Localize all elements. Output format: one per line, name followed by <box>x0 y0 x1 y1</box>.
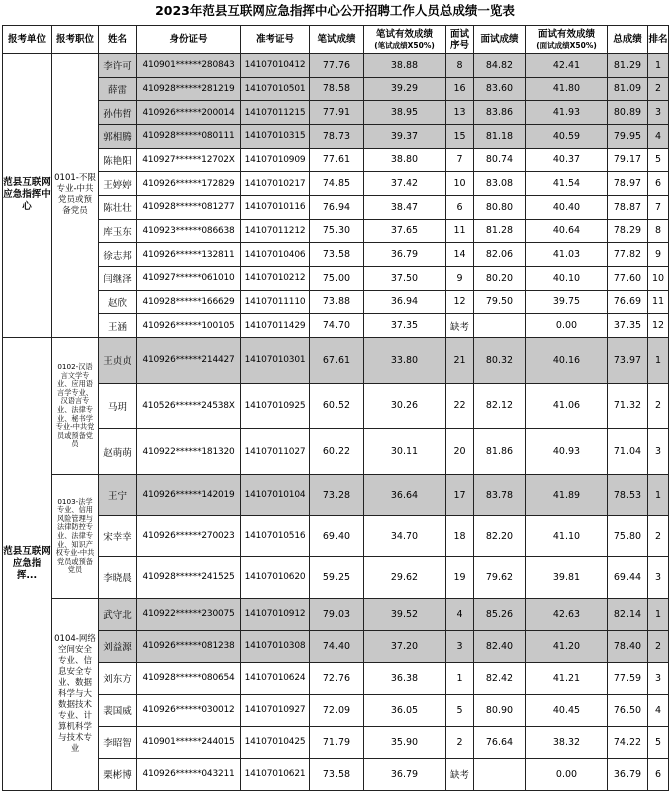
written-score-cell: 72.76 <box>310 662 364 694</box>
id-number-cell: 410926******172829 <box>137 172 241 196</box>
interview-score-cell: 79.50 <box>474 290 526 314</box>
candidate-name-cell: 薛雷 <box>99 77 137 101</box>
id-number-cell: 410926******043211 <box>137 758 241 790</box>
header-interview: 面试成绩 <box>474 26 526 54</box>
interview-order-cell: 18 <box>446 516 474 557</box>
table-row <box>3 314 669 338</box>
ticket-number-cell: 14107010301 <box>241 337 310 383</box>
total-score-cell: 37.35 <box>608 314 648 338</box>
written-effective-cell: 35.90 <box>364 726 446 758</box>
written-effective-cell: 37.20 <box>364 630 446 662</box>
ticket-number-cell: 14107011215 <box>241 101 310 125</box>
table-row <box>3 54 669 78</box>
ticket-number-cell: 14107011027 <box>241 429 310 475</box>
interview-order-cell: 缺考 <box>446 758 474 790</box>
id-number-cell: 410526******24538X <box>137 383 241 429</box>
candidate-name-cell: 刘东方 <box>99 662 137 694</box>
interview-order-cell: 2 <box>446 726 474 758</box>
score-table <box>2 25 669 791</box>
written-effective-cell: 37.42 <box>364 172 446 196</box>
interview-order-cell: 14 <box>446 243 474 267</box>
rank-cell: 6 <box>648 172 669 196</box>
table-row <box>3 726 669 758</box>
interview-score-cell: 80.20 <box>474 266 526 290</box>
interview-score-cell: 79.62 <box>474 557 526 598</box>
table-row <box>3 630 669 662</box>
id-number-cell: 410926******132811 <box>137 243 241 267</box>
id-number-cell: 410926******142019 <box>137 474 241 515</box>
rank-cell: 1 <box>648 598 669 630</box>
interview-effective-cell: 41.89 <box>526 474 608 515</box>
candidate-name-cell: 陈壮壮 <box>99 195 137 219</box>
total-score-cell: 76.50 <box>608 694 648 726</box>
interview-order-cell: 5 <box>446 694 474 726</box>
written-effective-cell: 33.80 <box>364 337 446 383</box>
interview-order-cell: 12 <box>446 290 474 314</box>
id-number-cell: 410926******270023 <box>137 516 241 557</box>
interview-effective-cell: 38.32 <box>526 726 608 758</box>
interview-score-cell <box>474 314 526 338</box>
total-score-cell: 82.14 <box>608 598 648 630</box>
written-score-cell: 75.30 <box>310 219 364 243</box>
rank-cell: 3 <box>648 101 669 125</box>
total-score-cell: 73.97 <box>608 337 648 383</box>
interview-effective-cell: 41.93 <box>526 101 608 125</box>
written-effective-cell: 36.79 <box>364 758 446 790</box>
written-effective-cell: 36.94 <box>364 290 446 314</box>
rank-cell: 2 <box>648 383 669 429</box>
interview-score-cell: 81.18 <box>474 124 526 148</box>
candidate-name-cell: 赵萌萌 <box>99 429 137 475</box>
interview-effective-cell: 41.03 <box>526 243 608 267</box>
interview-score-cell: 76.64 <box>474 726 526 758</box>
ticket-number-cell: 14107010925 <box>241 383 310 429</box>
ticket-number-cell: 14107010212 <box>241 266 310 290</box>
written-score-cell: 72.09 <box>310 694 364 726</box>
written-score-cell: 76.94 <box>310 195 364 219</box>
interview-order-cell: 19 <box>446 557 474 598</box>
candidate-name-cell: 栗彬博 <box>99 758 137 790</box>
written-effective-cell: 36.64 <box>364 474 446 515</box>
header-id: 身份证号 <box>137 26 241 54</box>
total-score-cell: 71.04 <box>608 429 648 475</box>
total-score-cell: 76.69 <box>608 290 648 314</box>
rank-cell: 9 <box>648 243 669 267</box>
position-cell: 0101-不限专业-中共党员或预备党员 <box>52 54 99 338</box>
header-written-eff <box>364 26 446 54</box>
table-row <box>3 598 669 630</box>
written-effective-cell: 38.88 <box>364 54 446 78</box>
ticket-number-cell: 14107011429 <box>241 314 310 338</box>
written-effective-cell: 37.65 <box>364 219 446 243</box>
written-effective-cell: 39.29 <box>364 77 446 101</box>
written-score-cell: 73.28 <box>310 474 364 515</box>
header-written-eff-note: (笔试成绩X50%) <box>374 40 435 50</box>
candidate-name-cell: 武守北 <box>99 598 137 630</box>
written-effective-cell: 30.26 <box>364 383 446 429</box>
written-score-cell: 73.58 <box>310 758 364 790</box>
interview-order-cell: 17 <box>446 474 474 515</box>
position-cell: 0103-法学专业、信用风险管理与法律防控专业、法律专业、知识产权专业-中共党员或预备党员 <box>52 474 99 598</box>
written-score-cell: 60.52 <box>310 383 364 429</box>
table-row <box>3 219 669 243</box>
rank-cell: 3 <box>648 429 669 475</box>
header-row <box>3 26 669 54</box>
page-title: 2023年范县互联网应急指挥中心公开招聘工作人员总成绩一览表 <box>155 3 515 18</box>
ticket-number-cell: 14107010315 <box>241 124 310 148</box>
written-effective-cell: 29.62 <box>364 557 446 598</box>
interview-score-cell: 83.60 <box>474 77 526 101</box>
id-number-cell: 410928******081277 <box>137 195 241 219</box>
id-number-cell: 410927******12702X <box>137 148 241 172</box>
header-interview-eff <box>526 26 608 54</box>
total-score-cell: 81.29 <box>608 54 648 78</box>
interview-order-cell: 20 <box>446 429 474 475</box>
rank-cell: 4 <box>648 694 669 726</box>
interview-effective-cell: 39.75 <box>526 290 608 314</box>
interview-order-cell: 3 <box>446 630 474 662</box>
interview-score-cell: 84.82 <box>474 54 526 78</box>
id-number-cell: 410928******166629 <box>137 290 241 314</box>
interview-score-cell: 82.40 <box>474 630 526 662</box>
written-score-cell: 74.85 <box>310 172 364 196</box>
total-score-cell: 79.95 <box>608 124 648 148</box>
header-unit: 报考单位 <box>3 26 52 54</box>
interview-order-cell: 4 <box>446 598 474 630</box>
interview-score-cell: 83.08 <box>474 172 526 196</box>
interview-order-cell: 7 <box>446 148 474 172</box>
candidate-name-cell: 闫继泽 <box>99 266 137 290</box>
table-body <box>3 54 669 791</box>
rank-cell: 7 <box>648 195 669 219</box>
total-score-cell: 36.79 <box>608 758 648 790</box>
candidate-name-cell: 王婷婷 <box>99 172 137 196</box>
ticket-number-cell: 14107010909 <box>241 148 310 172</box>
header-total: 总成绩 <box>608 26 648 54</box>
ticket-number-cell: 14107010308 <box>241 630 310 662</box>
interview-order-cell: 13 <box>446 101 474 125</box>
id-number-cell: 410923******086638 <box>137 219 241 243</box>
interview-order-cell: 15 <box>446 124 474 148</box>
id-number-cell: 410928******241525 <box>137 557 241 598</box>
header-interview-eff-note: (面试成绩X50%) <box>536 40 597 50</box>
candidate-name-cell: 宋幸幸 <box>99 516 137 557</box>
candidate-name-cell: 徐志邦 <box>99 243 137 267</box>
table-row <box>3 662 669 694</box>
interview-score-cell: 80.74 <box>474 148 526 172</box>
interview-effective-cell: 40.40 <box>526 195 608 219</box>
table-row <box>3 516 669 557</box>
interview-score-cell: 81.86 <box>474 429 526 475</box>
rank-cell: 4 <box>648 124 669 148</box>
interview-order-cell: 缺考 <box>446 314 474 338</box>
interview-effective-cell: 0.00 <box>526 314 608 338</box>
interview-score-cell: 82.06 <box>474 243 526 267</box>
total-score-cell: 78.97 <box>608 172 648 196</box>
ticket-number-cell: 14107010516 <box>241 516 310 557</box>
written-effective-cell: 37.50 <box>364 266 446 290</box>
interview-order-cell: 8 <box>446 54 474 78</box>
candidate-name-cell: 赵欣 <box>99 290 137 314</box>
interview-order-cell: 22 <box>446 383 474 429</box>
candidate-name-cell: 裴国威 <box>99 694 137 726</box>
interview-effective-cell: 40.37 <box>526 148 608 172</box>
interview-score-cell: 81.28 <box>474 219 526 243</box>
table-row <box>3 101 669 125</box>
header-rank: 排名 <box>648 26 669 54</box>
interview-score-cell: 85.26 <box>474 598 526 630</box>
rank-cell: 2 <box>648 630 669 662</box>
ticket-number-cell: 14107010104 <box>241 474 310 515</box>
id-number-cell: 410922******230075 <box>137 598 241 630</box>
written-score-cell: 77.76 <box>310 54 364 78</box>
header-position: 报考职位 <box>52 26 99 54</box>
id-number-cell: 410927******061010 <box>137 266 241 290</box>
total-score-cell: 77.60 <box>608 266 648 290</box>
interview-order-cell: 9 <box>446 266 474 290</box>
interview-effective-cell: 40.10 <box>526 266 608 290</box>
written-score-cell: 74.70 <box>310 314 364 338</box>
ticket-number-cell: 14107010624 <box>241 662 310 694</box>
interview-effective-cell: 0.00 <box>526 758 608 790</box>
rank-cell: 10 <box>648 266 669 290</box>
interview-effective-cell: 42.63 <box>526 598 608 630</box>
total-score-cell: 74.22 <box>608 726 648 758</box>
written-score-cell: 75.00 <box>310 266 364 290</box>
written-effective-cell: 39.52 <box>364 598 446 630</box>
candidate-name-cell: 孙伟哲 <box>99 101 137 125</box>
interview-score-cell: 80.80 <box>474 195 526 219</box>
interview-score-cell: 80.90 <box>474 694 526 726</box>
candidate-name-cell: 王宁 <box>99 474 137 515</box>
ticket-number-cell: 14107010912 <box>241 598 310 630</box>
interview-effective-cell: 41.54 <box>526 172 608 196</box>
ticket-number-cell: 14107010927 <box>241 694 310 726</box>
written-effective-cell: 37.35 <box>364 314 446 338</box>
candidate-name-cell: 李昭智 <box>99 726 137 758</box>
interview-effective-cell: 41.20 <box>526 630 608 662</box>
rank-cell: 1 <box>648 54 669 78</box>
written-score-cell: 77.91 <box>310 101 364 125</box>
candidate-name-cell: 郭相腾 <box>99 124 137 148</box>
interview-effective-cell: 41.80 <box>526 77 608 101</box>
id-number-cell: 410926******030012 <box>137 694 241 726</box>
ticket-number-cell: 14107011110 <box>241 290 310 314</box>
header-ticket: 准考证号 <box>241 26 310 54</box>
header-interview-order: 面试序号 <box>446 26 474 54</box>
interview-order-cell: 16 <box>446 77 474 101</box>
written-score-cell: 78.58 <box>310 77 364 101</box>
table-row <box>3 148 669 172</box>
written-score-cell: 71.79 <box>310 726 364 758</box>
header-name: 姓名 <box>99 26 137 54</box>
interview-effective-cell: 40.45 <box>526 694 608 726</box>
ticket-number-cell: 14107010412 <box>241 54 310 78</box>
id-number-cell: 410926******214427 <box>137 337 241 383</box>
total-score-cell: 71.32 <box>608 383 648 429</box>
interview-effective-cell: 39.81 <box>526 557 608 598</box>
id-number-cell: 410922******181320 <box>137 429 241 475</box>
candidate-name-cell: 陈艳阳 <box>99 148 137 172</box>
interview-effective-cell: 40.64 <box>526 219 608 243</box>
total-score-cell: 77.59 <box>608 662 648 694</box>
interview-effective-cell: 42.41 <box>526 54 608 78</box>
candidate-name-cell: 王贞贞 <box>99 337 137 383</box>
written-score-cell: 79.03 <box>310 598 364 630</box>
header-interview-eff-label: 面试有效成绩 <box>537 28 595 40</box>
total-score-cell: 75.80 <box>608 516 648 557</box>
written-effective-cell: 36.38 <box>364 662 446 694</box>
id-number-cell: 410928******080111 <box>137 124 241 148</box>
candidate-name-cell: 刘益源 <box>99 630 137 662</box>
ticket-number-cell: 14107010620 <box>241 557 310 598</box>
written-effective-cell: 36.79 <box>364 243 446 267</box>
interview-score-cell: 82.12 <box>474 383 526 429</box>
candidate-name-cell: 李晓晨 <box>99 557 137 598</box>
table-row <box>3 694 669 726</box>
written-score-cell: 73.58 <box>310 243 364 267</box>
id-number-cell: 410901******280843 <box>137 54 241 78</box>
written-effective-cell: 34.70 <box>364 516 446 557</box>
id-number-cell: 410928******080654 <box>137 662 241 694</box>
rank-cell: 8 <box>648 219 669 243</box>
table-row <box>3 195 669 219</box>
table-row <box>3 557 669 598</box>
interview-effective-cell: 41.21 <box>526 662 608 694</box>
rank-cell: 2 <box>648 516 669 557</box>
interview-order-cell: 11 <box>446 219 474 243</box>
position-cell: 0104-网络空间安全专业、信息安全专业、数据科学与大数据技术专业、计算机科学与技术专业 <box>52 598 99 790</box>
total-score-cell: 78.29 <box>608 219 648 243</box>
interview-score-cell: 83.86 <box>474 101 526 125</box>
interview-effective-cell: 41.06 <box>526 383 608 429</box>
ticket-number-cell: 14107011212 <box>241 219 310 243</box>
written-score-cell: 77.61 <box>310 148 364 172</box>
ticket-number-cell: 14107010217 <box>241 172 310 196</box>
ticket-number-cell: 14107010406 <box>241 243 310 267</box>
table-row <box>3 77 669 101</box>
total-score-cell: 81.09 <box>608 77 648 101</box>
unit-cell: 范县互联网应急指挥中心 <box>3 54 52 338</box>
table-row <box>3 383 669 429</box>
candidate-name-cell: 库玉东 <box>99 219 137 243</box>
ticket-number-cell: 14107010501 <box>241 77 310 101</box>
id-number-cell: 410926******081238 <box>137 630 241 662</box>
interview-score-cell <box>474 758 526 790</box>
written-effective-cell: 30.11 <box>364 429 446 475</box>
table-row <box>3 243 669 267</box>
rank-cell: 6 <box>648 758 669 790</box>
ticket-number-cell: 14107010621 <box>241 758 310 790</box>
rank-cell: 5 <box>648 148 669 172</box>
written-effective-cell: 38.95 <box>364 101 446 125</box>
interview-effective-cell: 40.59 <box>526 124 608 148</box>
table-row <box>3 429 669 475</box>
rank-cell: 3 <box>648 662 669 694</box>
total-score-cell: 78.53 <box>608 474 648 515</box>
written-score-cell: 73.88 <box>310 290 364 314</box>
written-score-cell: 67.61 <box>310 337 364 383</box>
unit-cell: 范县互联网应急指挥... <box>3 337 52 790</box>
total-score-cell: 80.89 <box>608 101 648 125</box>
interview-effective-cell: 40.93 <box>526 429 608 475</box>
interview-score-cell: 80.32 <box>474 337 526 383</box>
total-score-cell: 69.44 <box>608 557 648 598</box>
rank-cell: 12 <box>648 314 669 338</box>
header-written: 笔试成绩 <box>310 26 364 54</box>
table-row <box>3 172 669 196</box>
table-row <box>3 124 669 148</box>
table-row <box>3 474 669 515</box>
table-row <box>3 337 669 383</box>
table-row <box>3 266 669 290</box>
written-score-cell: 69.40 <box>310 516 364 557</box>
id-number-cell: 410928******281219 <box>137 77 241 101</box>
written-score-cell: 78.73 <box>310 124 364 148</box>
ticket-number-cell: 14107010425 <box>241 726 310 758</box>
rank-cell: 2 <box>648 77 669 101</box>
interview-order-cell: 1 <box>446 662 474 694</box>
id-number-cell: 410926******200014 <box>137 101 241 125</box>
ticket-number-cell: 14107010116 <box>241 195 310 219</box>
interview-order-cell: 10 <box>446 172 474 196</box>
written-effective-cell: 36.05 <box>364 694 446 726</box>
total-score-cell: 77.82 <box>608 243 648 267</box>
total-score-cell: 78.40 <box>608 630 648 662</box>
id-number-cell: 410926******100105 <box>137 314 241 338</box>
interview-score-cell: 82.42 <box>474 662 526 694</box>
candidate-name-cell: 李许可 <box>99 54 137 78</box>
candidate-name-cell: 王涵 <box>99 314 137 338</box>
rank-cell: 1 <box>648 474 669 515</box>
interview-order-cell: 21 <box>446 337 474 383</box>
written-effective-cell: 38.47 <box>364 195 446 219</box>
interview-score-cell: 83.78 <box>474 474 526 515</box>
written-effective-cell: 39.37 <box>364 124 446 148</box>
interview-effective-cell: 40.16 <box>526 337 608 383</box>
written-score-cell: 74.40 <box>310 630 364 662</box>
interview-effective-cell: 41.10 <box>526 516 608 557</box>
position-cell: 0102-汉语言文学专业、应用语言学专业、汉语言专业、法律专业、秘书学专业-中共党员或预备党员 <box>52 337 99 474</box>
table-row <box>3 758 669 790</box>
interview-score-cell: 82.20 <box>474 516 526 557</box>
written-score-cell: 60.22 <box>310 429 364 475</box>
written-effective-cell: 38.80 <box>364 148 446 172</box>
table-row <box>3 290 669 314</box>
rank-cell: 11 <box>648 290 669 314</box>
total-score-cell: 78.87 <box>608 195 648 219</box>
interview-order-cell: 6 <box>446 195 474 219</box>
header-written-eff-label: 笔试有效成绩 <box>375 28 433 40</box>
candidate-name-cell: 马玥 <box>99 383 137 429</box>
total-score-cell: 79.17 <box>608 148 648 172</box>
rank-cell: 5 <box>648 726 669 758</box>
written-score-cell: 59.25 <box>310 557 364 598</box>
rank-cell: 3 <box>648 557 669 598</box>
rank-cell: 1 <box>648 337 669 383</box>
id-number-cell: 410901******244015 <box>137 726 241 758</box>
